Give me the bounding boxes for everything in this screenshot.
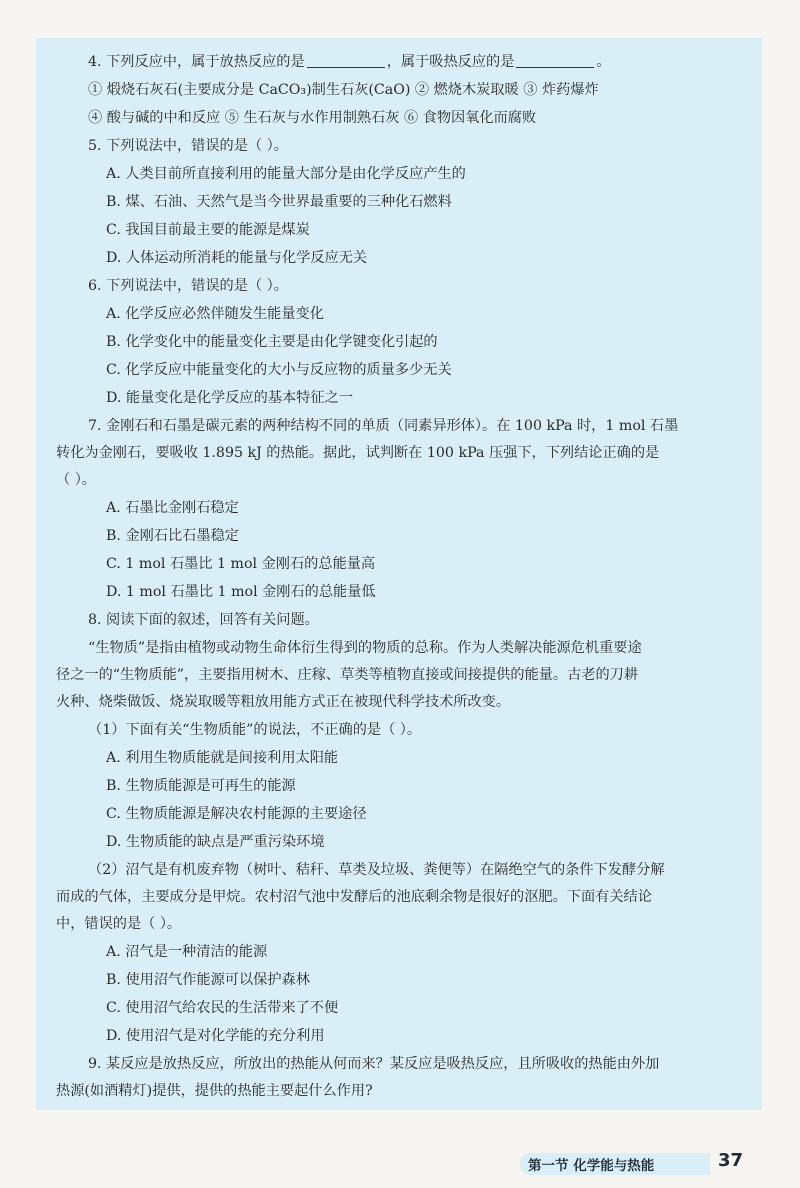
q8-sub2-stem-2: 而成的气体，主要成分是甲烷。农村沼气池中发酵后的池底剩余物是很好的沤肥。下面有关结论 xyxy=(56,889,652,905)
q6-stem: 6. 下列说法中，错误的是（ ）。 xyxy=(88,278,288,294)
q5-stem: 5. 下列说法中，错误的是（ ）。 xyxy=(88,138,288,154)
q6-option-c: C. 化学反应中能量变化的大小与反应物的质量多少无关 xyxy=(106,362,452,378)
q5-option-b: B. 煤、石油、天然气是当今世界最重要的三种化石燃料 xyxy=(106,194,452,210)
q7-option-c: C. 1 mol 石墨比 1 mol 金刚石的总能量高 xyxy=(106,556,376,572)
q6-option-d: D. 能量变化是化学反应的基本特征之一 xyxy=(106,390,353,406)
q8-sub2-option-c: C. 使用沼气给农民的生活带来了不便 xyxy=(106,1000,339,1016)
q4-line xyxy=(88,52,611,72)
q5-option-c: C. 我国目前最主要的能源是煤炭 xyxy=(106,222,310,238)
footer-section-title: 第一节 化学能与热能 xyxy=(528,1158,655,1174)
q4-text-a: 4. 下列反应中，属于放热反应的是 xyxy=(88,54,305,70)
q7-stem-2: 转化为金刚石，要吸收 1.895 kJ 的热能。据此，试判断在 100 kPa 压强下，下列结论正确的是 xyxy=(56,445,660,461)
q6-option-b: B. 化学变化中的能量变化主要是由化学键变化引起的 xyxy=(106,334,438,350)
q5-option-a: A. 人类目前所直接利用的能量大部分是由化学反应产生的 xyxy=(106,166,466,182)
q7-option-d: D. 1 mol 石墨比 1 mol 金刚石的总能量低 xyxy=(106,584,376,600)
q8-sub1-option-a: A. 利用生物质能就是间接利用太阳能 xyxy=(106,750,339,766)
q4-options-1: ① 煅烧石灰石(主要成分是 CaCO₃)制生石灰(CaO) ② 燃烧木炭取暖 ③ 炸药爆炸 xyxy=(88,82,599,98)
q7-stem-1: 7. 金刚石和石墨是碳元素的两种结构不同的单质（同素异形体）。在 100 kPa 时，1 mol 石墨 xyxy=(88,418,679,434)
q8-sub2-option-a: A. 沼气是一种清洁的能源 xyxy=(106,944,268,960)
page-number: 37 xyxy=(718,1150,744,1171)
answer-blank-endothermic xyxy=(516,53,594,68)
q8-passage-3: 火种、烧柴做饭、烧炭取暖等粗放用能方式正在被现代科学技术所改变。 xyxy=(56,694,511,710)
q7-option-b: B. 金刚石比石墨稳定 xyxy=(106,528,239,544)
q8-passage-1: “生物质”是指由植物或动物生命体衍生得到的物质的总称。作为人类解决能源危机重要途 xyxy=(88,640,642,656)
q8-sub1-option-b: B. 生物质能源是可再生的能源 xyxy=(106,778,296,794)
answer-blank-exothermic xyxy=(307,53,385,68)
q9-stem-1: 9. 某反应是放热反应，所放出的热能从何而来？某反应是吸热反应，且所吸收的热能由外加 xyxy=(88,1056,660,1072)
q8-sub1-stem: （1）下面有关“生物质能”的说法，不正确的是（ ）。 xyxy=(88,722,422,738)
q7-option-a: A. 石墨比金刚石稳定 xyxy=(106,500,239,516)
q8-sub2-stem-3: 中，错误的是（ ）。 xyxy=(56,916,182,932)
q4-options-2: ④ 酸与碱的中和反应 ⑤ 生石灰与水作用制熟石灰 ⑥ 食物因氧化而腐败 xyxy=(88,110,537,126)
q4-text-c: 。 xyxy=(596,54,611,70)
q8-sub1-option-d: D. 生物质能的缺点是严重污染环境 xyxy=(106,834,325,850)
q5-option-d: D. 人体运动所消耗的能量与化学反应无关 xyxy=(106,250,368,266)
q6-option-a: A. 化学反应必然伴随发生能量变化 xyxy=(106,306,324,322)
q8-sub2-stem-1: （2）沼气是有机废弃物（树叶、秸秆、草类及垃圾、粪便等）在隔绝空气的条件下发酵分解 xyxy=(88,862,665,878)
q8-passage-2: 径之一的“生物质能”，主要指用树木、庄稼、草类等植物直接或间接提供的能量。古老的刀耕 xyxy=(56,667,639,683)
q4-text-b: ，属于吸热反应的是 xyxy=(386,54,515,70)
q8-stem: 8. 阅读下面的叙述，回答有关问题。 xyxy=(88,612,319,628)
q7-stem-3: （ ）。 xyxy=(56,472,96,488)
q8-sub2-option-d: D. 使用沼气是对化学能的充分利用 xyxy=(106,1028,325,1044)
q8-sub2-option-b: B. 使用沼气作能源可以保护森林 xyxy=(106,972,310,988)
q8-sub1-option-c: C. 生物质能源是解决农村能源的主要途径 xyxy=(106,806,367,822)
q9-stem-2: 热源(如酒精灯)提供，提供的热能主要起什么作用? xyxy=(56,1083,373,1099)
